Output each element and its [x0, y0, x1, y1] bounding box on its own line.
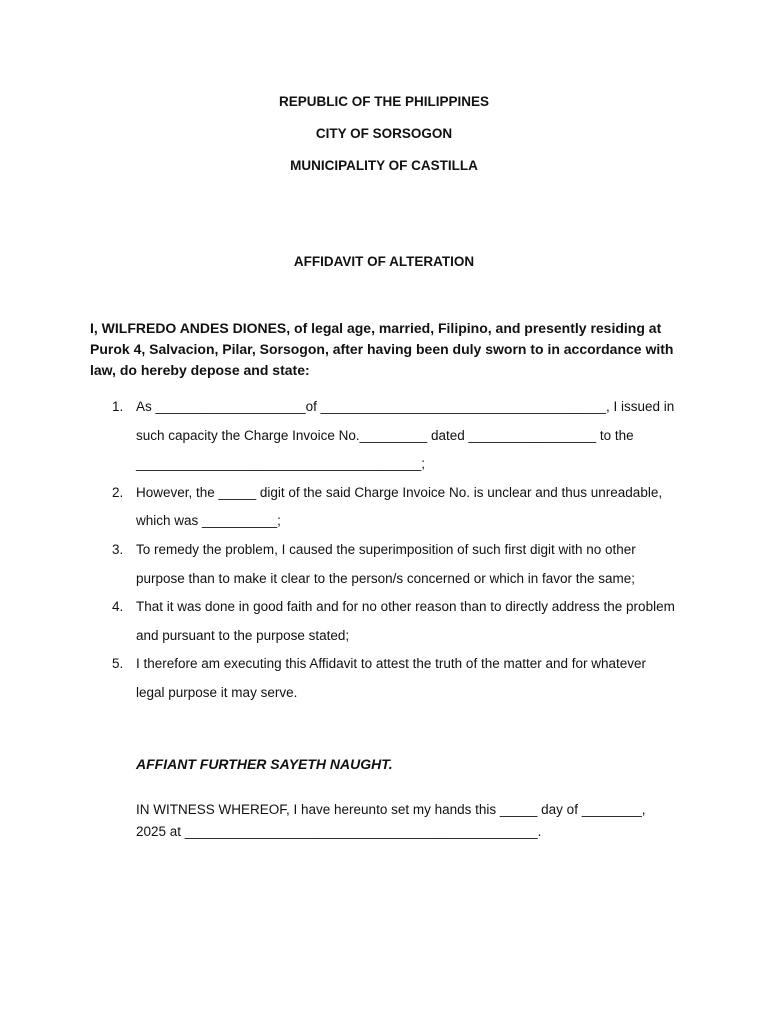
- list-item-text: I therefore am executing this Affidavit to attest the truth of the matter and for whatever legal purpose it may serve.: [136, 656, 647, 700]
- list-item-text: As ____________________of ______________________________________, I issued in such capacity the Charge Invoice No._________ dated _________________ to the ______________________________________;: [136, 399, 675, 472]
- list-item-text: However, the _____ digit of the said Charge Invoice No. is unclear and thus unreadable, which was __________;: [136, 484, 663, 529]
- header-republic: REPUBLIC OF THE PHILIPPINES: [278, 94, 490, 109]
- list-item: [0, 650, 768, 707]
- list-item-text: That it was done in good faith and for no other reason than to directly address the problem and pursuant to the purpose stated;: [136, 599, 675, 643]
- list-item: [0, 536, 768, 593]
- list-item-number: 4.: [112, 599, 124, 615]
- header-municipality: MUNICIPALITY OF CASTILLA: [290, 158, 478, 173]
- header-city: CITY OF SORSOGON: [315, 126, 453, 141]
- list-item: [0, 479, 768, 536]
- document-title: AFFIDAVIT OF ALTERATION: [293, 254, 475, 269]
- list-item-number: 1.: [112, 399, 124, 414]
- list-item: [0, 593, 768, 650]
- closing-statement: AFFIANT FURTHER SAYETH NAUGHT.: [136, 756, 393, 772]
- list-item-number: 3.: [112, 541, 124, 557]
- list-item: [0, 393, 768, 479]
- intro-paragraph: I, WILFREDO ANDES DIONES, of legal age, married, Filipino, and presently residing at Purok 4, Salvacion, Pilar, Sorsogon, after having been duly sworn to in accordance with law, do hereby depose and state:: [90, 320, 674, 378]
- list-item-text: To remedy the problem, I caused the superimposition of such first digit with no other purpose than to make it clear to the person/s concerned or which in favor the same;: [136, 541, 636, 586]
- list-item-number: 5.: [112, 656, 124, 672]
- statement-list: [0, 393, 768, 708]
- list-item-number: 2.: [112, 484, 124, 500]
- witness-clause: IN WITNESS WHEREOF, I have hereunto set my hands this _____ day of ________, 2025 at _______________________________________________.: [136, 802, 646, 839]
